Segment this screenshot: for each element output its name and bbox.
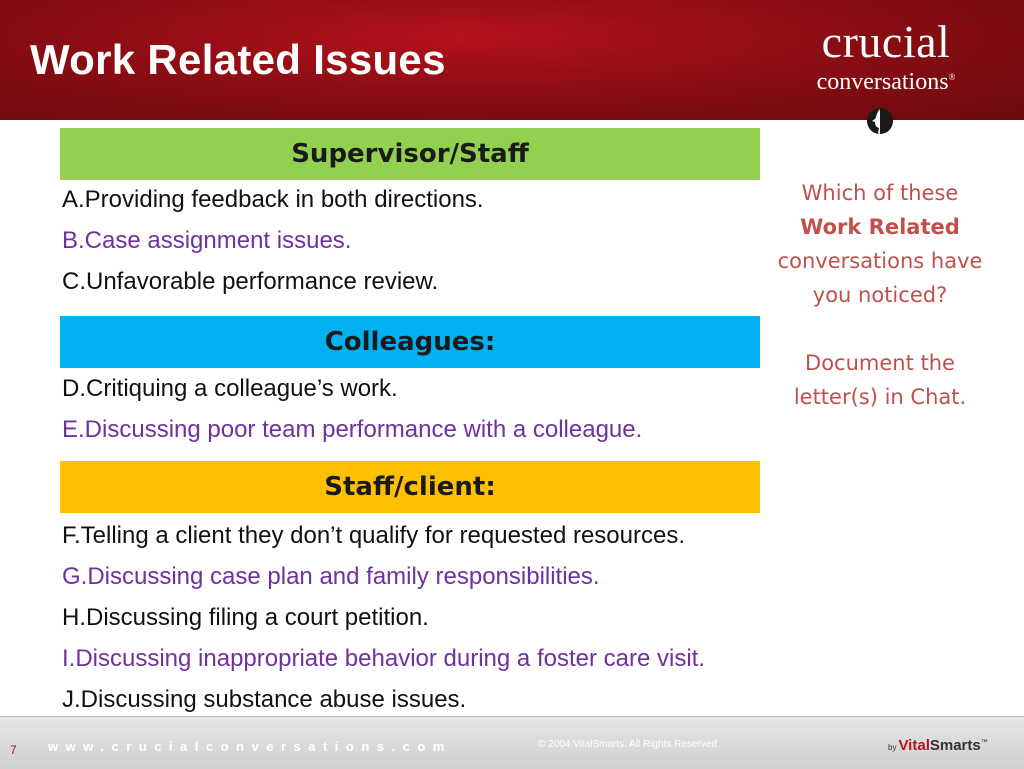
slide-footer [0,716,1024,769]
section-heading-staff-client: Staff/client: [60,461,760,513]
note-spacer [760,312,1000,346]
list-item: D.Critiquing a colleague’s work. [62,375,398,402]
note-line: letter(s) in Chat. [793,385,967,409]
list-item: C.Unfavorable performance review. [62,268,439,295]
face-profile-icon [865,106,895,136]
note-line: you noticed? [812,283,948,307]
note-line-emphasis: Work Related [800,215,960,239]
logo-word-conversations: conversations® [816,69,956,95]
slide-number: 7 [10,743,17,757]
section-heading-supervisor-staff: Supervisor/Staff [60,128,760,180]
list-item: H.Discussing filing a court petition. [62,604,429,631]
list-item: E.Discussing poor team performance with a colleague. [62,416,643,443]
list-item: I.Discussing inappropriate behavior during a foster care visit. [62,645,705,672]
crucial-conversations-logo [810,16,962,95]
copyright-text: © 2004 VitalSmarts. All Rights Reserved. [538,739,720,750]
logo-word-crucial: crucial [821,16,951,67]
note-line: Document the [805,351,955,375]
list-item: F.Telling a client they don’t qualify for requested resources. [62,522,686,549]
note-line: conversations have [777,249,983,273]
note-line: Which of these [801,181,959,205]
list-item: B.Case assignment issues. [62,227,352,254]
vitalsmarts-logo: by VitalSmarts™ [888,737,988,754]
registered-mark: ® [948,72,956,82]
chat-prompt-note [760,176,1000,414]
slide-title: Work Related Issues [30,36,446,83]
slide-header [0,0,1024,120]
list-item: G.Discussing case plan and family responsibilities. [62,563,600,590]
footer-website-link[interactable]: www.crucialconversations.com [48,739,452,754]
list-item: A.Providing feedback in both directions. [62,186,484,213]
list-item: J.Discussing substance abuse issues. [62,686,467,713]
section-heading-colleagues: Colleagues: [60,316,760,368]
